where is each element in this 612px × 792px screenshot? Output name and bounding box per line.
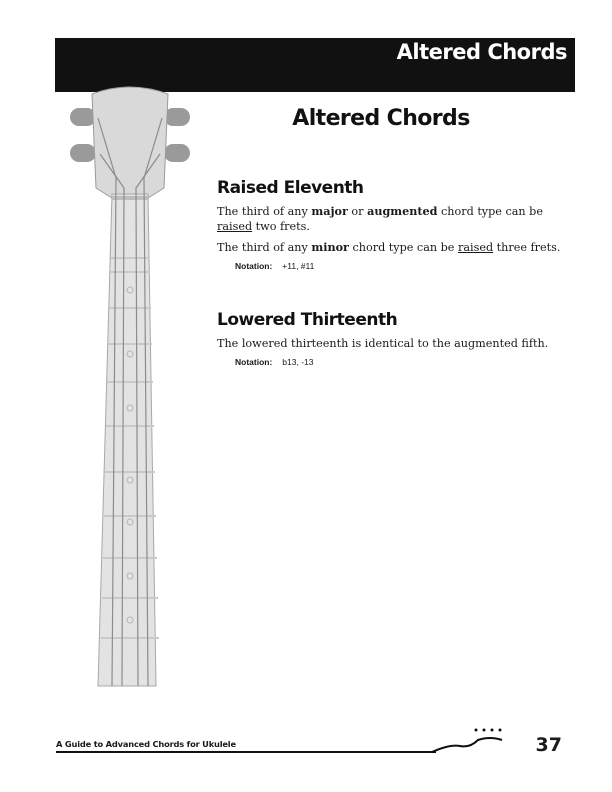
paragraph-raised-major: The third of any major or augmented chord type can be raised two frets.	[217, 204, 543, 233]
header-title: Altered Chords	[396, 40, 567, 64]
ukulele-swoosh-icon	[430, 726, 510, 756]
page-title: Altered Chords	[292, 106, 470, 131]
paragraph-raised-minor: The third of any minor chord type can be raised three frets.	[217, 240, 561, 254]
notation	[235, 357, 562, 367]
footer-rule	[56, 751, 436, 753]
notation-value: b13, -13	[282, 357, 314, 367]
page-number: 37	[535, 734, 562, 756]
section-raised-eleventh	[217, 178, 562, 271]
section-heading: Raised Eleventh	[217, 178, 364, 198]
notation-value: +11, #11	[282, 261, 315, 271]
footer-book-title: A Guide to Advanced Chords for Ukulele	[56, 739, 236, 749]
section-heading: Lowered Thirteenth	[217, 310, 398, 330]
notation-label: Notation:	[235, 261, 273, 271]
paragraph-lowered-thirteenth: The lowered thirteenth is identical to the augmented fifth.	[217, 337, 549, 350]
ukulele-neck-icon	[60, 78, 200, 690]
notation-label: Notation:	[235, 357, 273, 367]
notation	[235, 261, 562, 271]
section-lowered-thirteenth	[217, 310, 562, 367]
